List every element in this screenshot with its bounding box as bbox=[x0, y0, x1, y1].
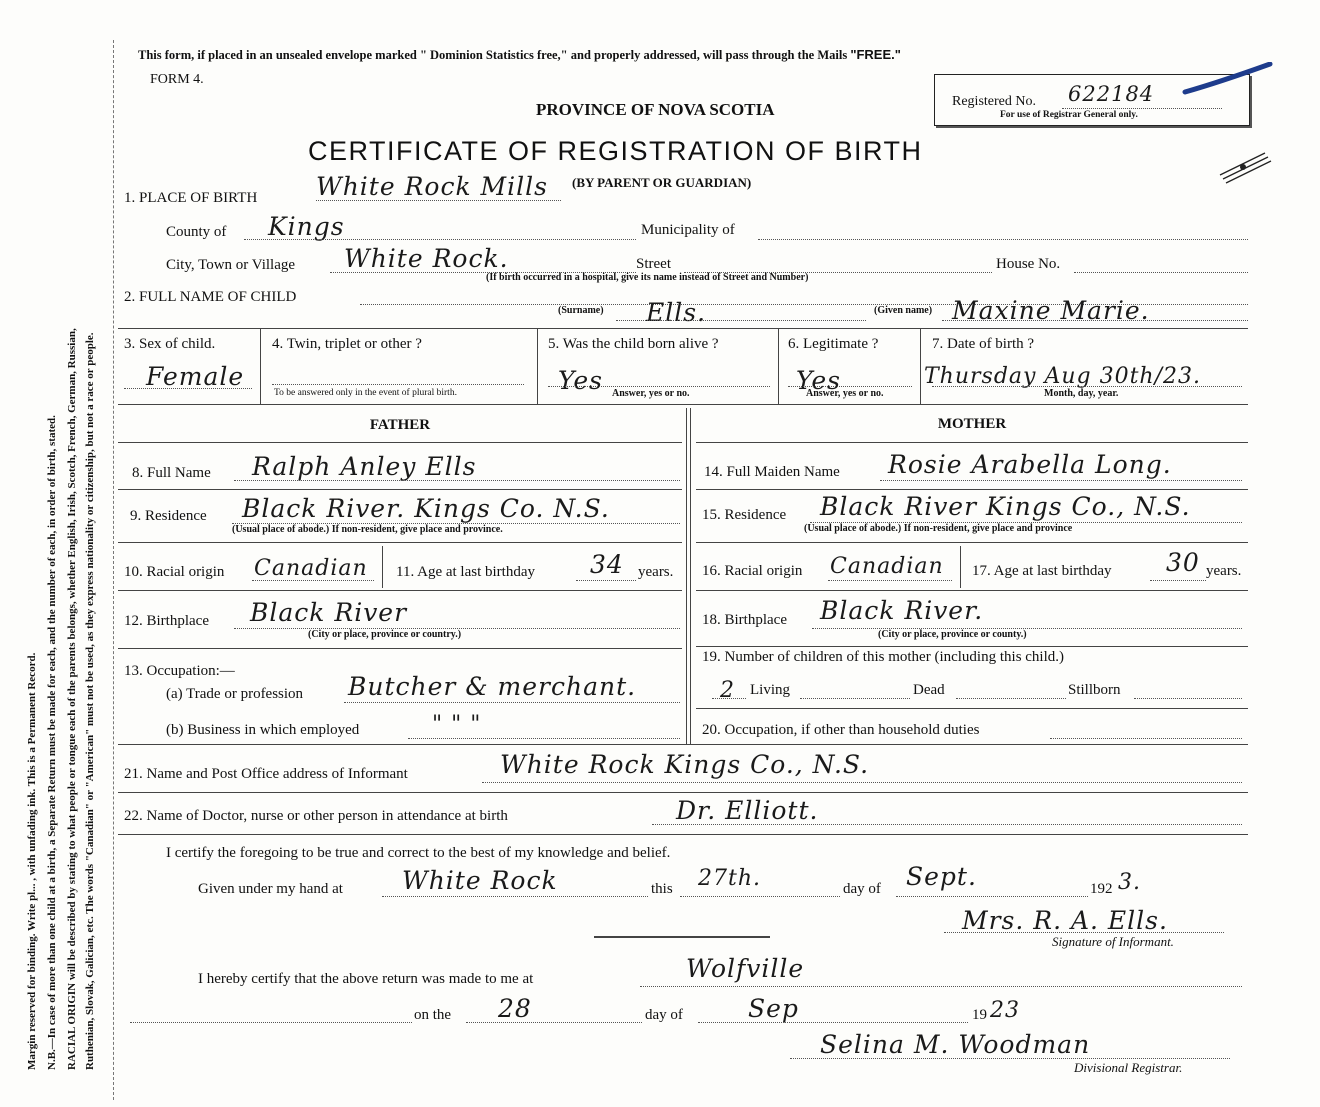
mother-stillborn-line bbox=[1134, 698, 1242, 699]
mother-birthplace-value: Black River. bbox=[820, 596, 984, 625]
father-racial-divider bbox=[382, 546, 383, 588]
house-line bbox=[1074, 272, 1248, 273]
certify-day-line bbox=[680, 896, 840, 897]
father-trade-line bbox=[344, 702, 680, 703]
registrar-month-line bbox=[698, 1022, 968, 1023]
certificate-title: CERTIFICATE OF REGISTRATION OF BIRTH bbox=[308, 136, 923, 166]
county-label: County of bbox=[166, 224, 227, 240]
mother-living-pre-line bbox=[712, 698, 746, 699]
twin-note: To be answered only in the event of plural birth. bbox=[274, 388, 457, 398]
mail-free: "FREE." bbox=[850, 47, 901, 62]
parents-divider-b bbox=[690, 408, 691, 744]
mother-dead-label: Dead bbox=[913, 682, 945, 698]
mother-name-line bbox=[880, 480, 1242, 481]
mother-birthplace-note: (City or place, province or county.) bbox=[878, 629, 1027, 640]
mother-name-value: Rosie Arabella Long. bbox=[888, 450, 1172, 479]
informant-signature: Mrs. R. A. Ells. bbox=[962, 906, 1168, 935]
mother-living-value: 2 bbox=[720, 678, 735, 703]
registrar-place-line bbox=[640, 986, 1242, 987]
father-row8-sep bbox=[118, 489, 682, 490]
margin-note-racial-origin-1: RACIAL ORIGIN will be described by stating to what people or tongue each of the parents belongs, whether English, Irish, Scotch, French, German, Russian, bbox=[66, 328, 78, 1070]
mail-notice-text: This form, if placed in an unsealed envelope marked " Dominion Statistics free," and properly addressed, will pass through the Mails bbox=[138, 48, 848, 62]
county-line bbox=[244, 239, 636, 240]
informant-label: 21. Name and Post Office address of Informant bbox=[124, 766, 408, 782]
given-place-value: White Rock bbox=[402, 866, 558, 895]
margin-binding-line bbox=[113, 40, 114, 1100]
father-birthplace-value: Black River bbox=[250, 598, 408, 627]
doctor-line bbox=[652, 824, 1242, 825]
margin-note-multiple-births: N.B.—In case of more than one child at a birth, a Separate Return must be made for each, and the number of each, in order of birth, stated. bbox=[46, 415, 58, 1070]
mother-heading: MOTHER bbox=[937, 416, 1007, 432]
father-name-label: 8. Full Name bbox=[132, 465, 211, 481]
legitimate-note: Answer, yes or no. bbox=[806, 388, 884, 399]
registrar-day-label: day of bbox=[645, 1007, 683, 1023]
registrar-year-prefix: 19 bbox=[972, 1007, 987, 1023]
mother-occupation-label: 20. Occupation, if other than household duties bbox=[702, 722, 980, 738]
father-business-label: (b) Business in which employed bbox=[166, 722, 360, 738]
certify-year-prefix: 192 bbox=[1090, 881, 1113, 897]
mother-row15-sep bbox=[696, 542, 1248, 543]
alive-note: Answer, yes or no. bbox=[612, 388, 690, 399]
mother-living-line bbox=[800, 698, 910, 699]
mother-racial-divider bbox=[960, 546, 961, 588]
row3-divider-3 bbox=[778, 328, 779, 404]
mother-racial-value: Canadian bbox=[830, 554, 944, 579]
mother-residence-note: (Usual place of abode.) If non-resident, give place and province bbox=[804, 523, 1073, 534]
certify-year-value: 3. bbox=[1118, 870, 1141, 895]
margin-note-binding: Margin reserved for binding. Write pl... , with unfading ink. This is a Permanent Record. bbox=[26, 652, 38, 1070]
row3-divider-4 bbox=[920, 328, 921, 404]
informant-line bbox=[482, 782, 1242, 783]
given-name-line bbox=[942, 320, 1248, 321]
mother-row14-sep bbox=[696, 489, 1248, 490]
parents-bottom-border bbox=[118, 744, 1248, 745]
place-of-birth-label: 1. PLACE OF BIRTH bbox=[124, 190, 258, 206]
form-number: FORM 4. bbox=[150, 72, 204, 87]
mother-occupation-line bbox=[1050, 738, 1242, 739]
municipality-line bbox=[758, 239, 1248, 240]
informant-signature-line bbox=[944, 932, 1224, 933]
municipality-label: Municipality of bbox=[641, 222, 735, 238]
place-of-birth-line bbox=[316, 200, 561, 201]
father-racial-label: 10. Racial origin bbox=[124, 564, 225, 580]
sex-label: 3. Sex of child. bbox=[124, 336, 216, 352]
father-business-value: " " " bbox=[432, 712, 482, 737]
father-occupation-label: 13. Occupation:— bbox=[124, 663, 235, 679]
parents-divider-a bbox=[686, 408, 687, 744]
informant-sep bbox=[118, 792, 1248, 793]
surname-line bbox=[616, 320, 866, 321]
father-row12-sep bbox=[118, 648, 682, 649]
margin-note-racial-origin-2: Ruthenian, Slovak, Galician, etc. The words "Canadian" or "American" must not be used, as they express nationality or citizenship, but not a race or people. bbox=[84, 332, 96, 1070]
legitimate-label: 6. Legitimate ? bbox=[788, 336, 879, 352]
mother-name-label: 14. Full Maiden Name bbox=[704, 464, 840, 480]
father-name-value: Ralph Anley Ells bbox=[252, 452, 477, 481]
registrar-signature-line bbox=[790, 1058, 1230, 1059]
mother-birthplace-line bbox=[812, 628, 1242, 629]
doctor-value: Dr. Elliott. bbox=[676, 796, 819, 825]
sex-value: Female bbox=[146, 362, 245, 391]
registrar-signature: Selina M. Woodman bbox=[820, 1030, 1091, 1059]
mother-birthplace-label: 18. Birthplace bbox=[702, 612, 787, 628]
mother-racial-label: 16. Racial origin bbox=[702, 563, 803, 579]
father-years: years. bbox=[638, 564, 674, 580]
certify-day-value: 27th. bbox=[698, 866, 761, 891]
this-label: this bbox=[651, 881, 673, 897]
separator-rule bbox=[594, 936, 770, 938]
twin-label: 4. Twin, triplet or other ? bbox=[272, 336, 422, 352]
given-name-label: (Given name) bbox=[874, 305, 933, 316]
registrar-statement: I hereby certify that the above return was made to me at bbox=[198, 971, 534, 987]
father-age-line bbox=[576, 580, 636, 581]
informant-value: White Rock Kings Co., N.S. bbox=[500, 750, 870, 779]
music-scribble-icon bbox=[1215, 145, 1275, 185]
father-residence-note: (Usual place of abode.) If non-resident, give place and province. bbox=[232, 524, 503, 535]
registered-number: 622184 bbox=[1068, 82, 1155, 106]
father-birthplace-label: 12. Birthplace bbox=[124, 613, 209, 629]
father-age-value: 34 bbox=[590, 550, 624, 579]
mother-racial-line bbox=[828, 580, 952, 581]
legitimate-line bbox=[788, 386, 912, 387]
registered-note: For use of Registrar General only. bbox=[1000, 110, 1138, 120]
city-label: City, Town or Village bbox=[166, 257, 296, 273]
mother-heading-line bbox=[696, 442, 1248, 443]
dob-value: Thursday Aug 30th/23. bbox=[924, 364, 1201, 389]
alive-value: Yes bbox=[558, 366, 603, 395]
mother-age-line bbox=[1150, 580, 1206, 581]
signature-of-informant-label: Signature of Informant. bbox=[1052, 934, 1174, 949]
certify-month-line bbox=[896, 896, 1088, 897]
twin-line bbox=[272, 384, 524, 385]
mother-years: years. bbox=[1206, 563, 1242, 579]
mother-living-label: Living bbox=[750, 682, 790, 698]
father-racial-value: Canadian bbox=[254, 556, 368, 581]
dob-line bbox=[932, 386, 1242, 387]
mother-row16-sep bbox=[696, 590, 1248, 591]
certify-month-value: Sept. bbox=[906, 862, 977, 891]
mother-age-label: 17. Age at last birthday bbox=[972, 563, 1112, 579]
doctor-sep bbox=[118, 834, 1248, 835]
father-heading-line bbox=[118, 442, 682, 443]
father-row10-sep bbox=[118, 590, 682, 591]
mother-stillborn-label: Stillborn bbox=[1068, 682, 1121, 698]
registrar-year-value: 23 bbox=[990, 998, 1020, 1023]
county-value: Kings bbox=[268, 212, 345, 241]
registrar-day-line bbox=[466, 1022, 642, 1023]
father-racial-line bbox=[252, 580, 374, 581]
mother-dead-line bbox=[956, 698, 1066, 699]
given-under-label: Given under my hand at bbox=[198, 881, 343, 897]
father-name-line bbox=[234, 480, 680, 481]
certify-day-label: day of bbox=[843, 881, 881, 897]
on-the-label: on the bbox=[414, 1007, 452, 1023]
registered-dotted-line bbox=[1062, 108, 1222, 109]
dob-label: 7. Date of birth ? bbox=[932, 336, 1035, 352]
father-trade-label: (a) Trade or profession bbox=[166, 686, 304, 702]
mother-age-value: 30 bbox=[1166, 548, 1200, 577]
father-row9-sep bbox=[118, 542, 682, 543]
row3-divider-1 bbox=[260, 328, 261, 404]
father-birthplace-note: (City or place, province or country.) bbox=[308, 629, 462, 640]
pen-mark-icon bbox=[1180, 62, 1280, 102]
surname-value: Ells. bbox=[646, 298, 707, 327]
registrar-day-value: 28 bbox=[498, 994, 532, 1023]
mother-children-label: 19. Number of children of this mother (including this child.) bbox=[702, 649, 1065, 665]
mail-notice bbox=[138, 47, 901, 63]
row3-divider-2 bbox=[537, 328, 538, 404]
city-value: White Rock. bbox=[344, 244, 509, 273]
father-trade-value: Butcher & merchant. bbox=[348, 672, 637, 701]
place-of-birth-value: White Rock Mills bbox=[316, 172, 548, 201]
street-label: Street bbox=[636, 256, 671, 272]
alive-line bbox=[548, 386, 770, 387]
hospital-note: (If birth occurred in a hospital, give its name instead of Street and Number) bbox=[486, 272, 809, 283]
registrar-place-value: Wolfville bbox=[686, 954, 805, 983]
mother-residence-value: Black River Kings Co., N.S. bbox=[820, 492, 1191, 521]
father-residence-value: Black River. Kings Co. N.S. bbox=[242, 494, 610, 523]
dob-note: Month, day, year. bbox=[1044, 388, 1119, 399]
given-name-value: Maxine Marie. bbox=[952, 296, 1150, 325]
registrar-month-value: Sep bbox=[748, 994, 799, 1023]
mother-residence-label: 15. Residence bbox=[702, 507, 787, 523]
registered-label: Registered No. bbox=[952, 94, 1036, 109]
mother-row18-sep bbox=[696, 646, 1248, 647]
house-label: House No. bbox=[996, 256, 1061, 272]
row3-bottom-border bbox=[118, 404, 1248, 405]
legitimate-value: Yes bbox=[796, 366, 841, 395]
registrar-lead-line bbox=[130, 1022, 412, 1023]
father-residence-label: 9. Residence bbox=[130, 508, 207, 524]
alive-label: 5. Was the child born alive ? bbox=[548, 336, 719, 352]
doctor-label: 22. Name of Doctor, nurse or other person in attendance at birth bbox=[124, 808, 508, 824]
divisional-registrar-label: Divisional Registrar. bbox=[1074, 1060, 1183, 1075]
mother-row19-sep bbox=[696, 708, 1248, 709]
father-business-line bbox=[408, 738, 680, 739]
father-heading: FATHER bbox=[369, 417, 431, 433]
given-place-line bbox=[382, 896, 648, 897]
subtitle-by-parent: (BY PARENT OR GUARDIAN) bbox=[572, 175, 752, 190]
father-age-label: 11. Age at last birthday bbox=[396, 564, 535, 580]
province-title: PROVINCE OF NOVA SCOTIA bbox=[536, 100, 775, 119]
sex-line bbox=[124, 388, 252, 389]
row3-top-border bbox=[118, 328, 1248, 329]
certify-statement: I certify the foregoing to be true and correct to the best of my knowledge and belief. bbox=[166, 845, 671, 861]
child-name-label: 2. FULL NAME OF CHILD bbox=[124, 289, 297, 305]
surname-label: (Surname) bbox=[558, 305, 604, 316]
